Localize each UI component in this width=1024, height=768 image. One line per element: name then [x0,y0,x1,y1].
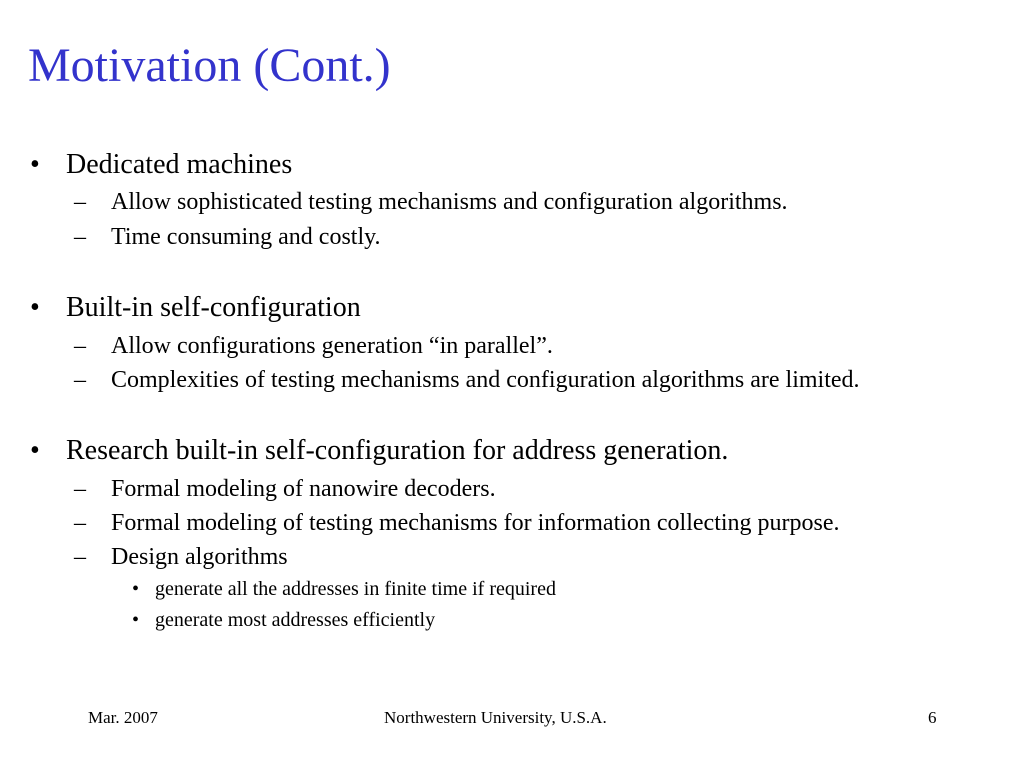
footer-institution: Northwestern University, U.S.A. [384,708,607,727]
bullet-marker: • [30,292,40,323]
sub-sub-bullet: generate all the addresses in finite time if required [155,578,556,600]
bullet-marker: • [30,435,40,466]
bullet-marker: • [30,149,40,180]
dash-marker: – [74,333,86,359]
bullet-heading: Dedicated machines [66,149,293,180]
sub-bullet: Design algorithms [111,544,288,570]
sub-bullet: Time consuming and costly. [111,224,381,250]
dash-marker: – [74,510,86,536]
bullet-heading: Built-in self-configuration [66,292,361,323]
page-number: 6 [928,708,937,727]
dash-marker: – [74,189,86,215]
sub-bullet: Allow sophisticated testing mechanisms and configuration algorithms. [111,189,788,215]
small-bullet-marker: • [132,578,140,600]
dash-marker: – [74,367,86,393]
dash-marker: – [74,476,86,502]
sub-bullet: Formal modeling of testing mechanisms for information collecting purpose. [111,510,840,536]
slide-title: Motivation (Cont.) [28,39,391,92]
bullet-heading: Research built-in self-configuration for address generation. [66,435,729,466]
sub-sub-bullet: generate most addresses efficiently [155,609,436,631]
dash-marker: – [74,544,86,570]
footer-date: Mar. 2007 [88,708,158,727]
sub-bullet: Complexities of testing mechanisms and configuration algorithms are limited. [111,367,860,393]
small-bullet-marker: • [132,609,140,631]
dash-marker: – [74,224,86,250]
sub-bullet: Allow configurations generation “in parallel”. [111,333,553,359]
sub-bullet: Formal modeling of nanowire decoders. [111,476,496,502]
